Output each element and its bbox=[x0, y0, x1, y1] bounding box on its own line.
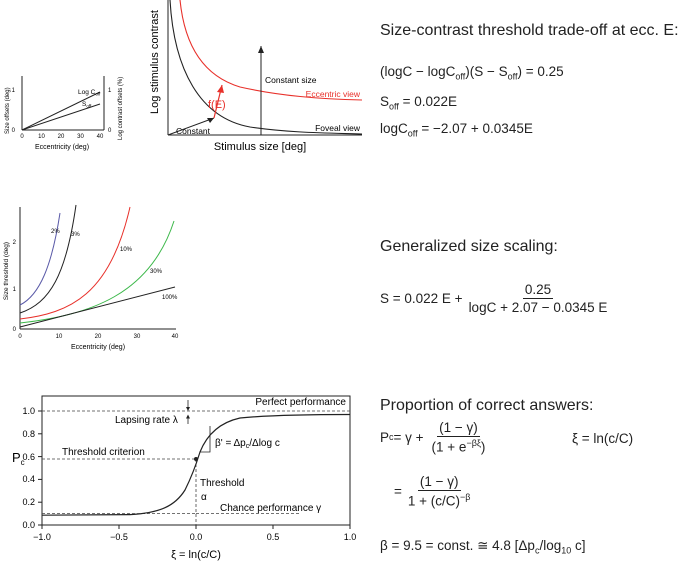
curve-label: 100% bbox=[162, 295, 178, 301]
alpha-label: α bbox=[201, 492, 207, 503]
log-c-off-equation: logC$_{off}$ = −2.07 + 0.0345E bbox=[380, 121, 533, 139]
size-scaling-equation: S = 0.022 E + $\frac{0.25}{\log C + 2.07 - 0.0345 E}$ bbox=[380, 282, 608, 315]
xtick: −1.0 bbox=[33, 532, 51, 542]
threshold-criterion-label: Threshold criterion bbox=[62, 447, 145, 458]
xtick: 0.0 bbox=[189, 532, 203, 542]
size-contrast-offset-chart bbox=[0, 70, 124, 160]
ytick: 0 bbox=[12, 327, 16, 333]
perfect-performance-label: Perfect performance bbox=[255, 397, 346, 408]
ytick-left: 0 bbox=[11, 128, 15, 134]
curve-100pct bbox=[20, 287, 175, 327]
x-axis-label: ξ = ln(c/C) bbox=[171, 549, 221, 561]
curve-2pct bbox=[20, 213, 60, 305]
y-axis-label-right: Log contrast offsets (%) bbox=[118, 76, 124, 140]
curve-label: 3% bbox=[71, 232, 80, 238]
xtick: 0.5 bbox=[266, 532, 280, 542]
curve-10pct bbox=[20, 207, 130, 319]
chance-performance-label: Chance performance γ bbox=[220, 503, 322, 514]
xtick: 40 bbox=[96, 134, 104, 140]
x-axis-label: Eccentricity (deg) bbox=[34, 144, 90, 151]
panel1-title: Size-contrast threshold trade-off at ecc. E: bbox=[380, 22, 679, 39]
xtick: 20 bbox=[94, 334, 102, 340]
curve-label: 30% bbox=[150, 269, 163, 275]
psychometric-equation-alt: = $\frac{(1 - \gamma)}{1 + (c/C)^{-\beta}}$ bbox=[394, 474, 471, 509]
ytick-right: 1 bbox=[108, 88, 112, 94]
contrast-size-schematic bbox=[140, 0, 365, 160]
threshold-point bbox=[194, 457, 198, 461]
slope-label: $\beta' = \Delta p_c$/Δlog c bbox=[215, 438, 280, 450]
curve-label: 10% bbox=[120, 247, 133, 253]
psychometric-chart bbox=[0, 390, 365, 564]
ytick: 2 bbox=[12, 240, 16, 246]
f-e-label: f(E) bbox=[208, 99, 226, 111]
xtick: 30 bbox=[77, 134, 84, 140]
curve-3pct bbox=[20, 205, 76, 313]
ytick-right: 0 bbox=[108, 128, 112, 134]
ytick-left: 1 bbox=[11, 88, 15, 94]
lapsing-rate-label: Lapsing rate λ bbox=[115, 415, 178, 426]
ytick: 0.8 bbox=[22, 429, 35, 439]
s-off-equation: $S_{off} = 0.022E$ bbox=[380, 94, 458, 112]
foveal-view-label: Foveal view bbox=[315, 123, 360, 133]
xtick: 10 bbox=[55, 334, 63, 340]
ytick: 0.4 bbox=[22, 474, 35, 484]
panel2-title: Generalized size scaling: bbox=[380, 238, 558, 255]
ytick: 0.2 bbox=[22, 497, 35, 507]
xtick: 0 bbox=[18, 334, 22, 340]
y-axis-label: $P_c$ bbox=[12, 450, 25, 467]
eccentric-view-curve bbox=[180, 0, 362, 100]
psychometric-equation: P c = γ + $\frac{(1 - \gamma)}{(1 + e^{-\beta\xi})}$ bbox=[380, 420, 486, 455]
curve-label: 2% bbox=[51, 229, 60, 235]
beta-equation: β = 9.5 = const. ≅ 4.8 [$\Delta p_c/\log_{10}$ c] bbox=[380, 538, 586, 556]
log-c-off-label: Log $C_{off}$ bbox=[78, 89, 101, 97]
constant-label: Constant bbox=[176, 126, 211, 136]
xtick: −0.5 bbox=[110, 532, 128, 542]
y-axis-label: Size threshold (deg) bbox=[3, 241, 10, 301]
foveal-view-curve bbox=[170, 0, 362, 134]
constant-size-label: Constant size bbox=[265, 75, 317, 85]
xtick: 20 bbox=[57, 134, 65, 140]
log-c-off-line bbox=[22, 92, 100, 130]
ytick: 1.0 bbox=[22, 406, 35, 416]
xtick: 10 bbox=[38, 134, 45, 140]
s-off-label: $S_{off}$ bbox=[82, 101, 92, 109]
ytick: 0.6 bbox=[22, 452, 35, 462]
xtick: 0 bbox=[20, 134, 24, 140]
xtick: 30 bbox=[133, 334, 141, 340]
eccentric-view-label: Eccentric view bbox=[305, 89, 360, 99]
panel3-title: Proportion of correct answers: bbox=[380, 397, 594, 414]
ytick: 0.0 bbox=[22, 520, 35, 530]
xtick: 1.0 bbox=[343, 532, 357, 542]
threshold-label: Threshold bbox=[200, 478, 245, 489]
trade-off-equation: $(\log C - \log C_{off})(S - S_{off}) = 0.25$ bbox=[380, 64, 564, 82]
x-axis-label: Eccentricity (deg) bbox=[70, 344, 126, 351]
size-threshold-chart bbox=[0, 205, 190, 355]
y-axis-label: Size offsets (deg) bbox=[5, 87, 11, 134]
y-axis-label: Log stimulus contrast bbox=[149, 10, 161, 114]
x-axis-label: Stimulus size [deg] bbox=[213, 141, 307, 153]
xi-definition: ξ = ln(c/C) bbox=[572, 431, 634, 446]
xtick: 40 bbox=[171, 334, 179, 340]
ytick: 1 bbox=[12, 287, 16, 293]
